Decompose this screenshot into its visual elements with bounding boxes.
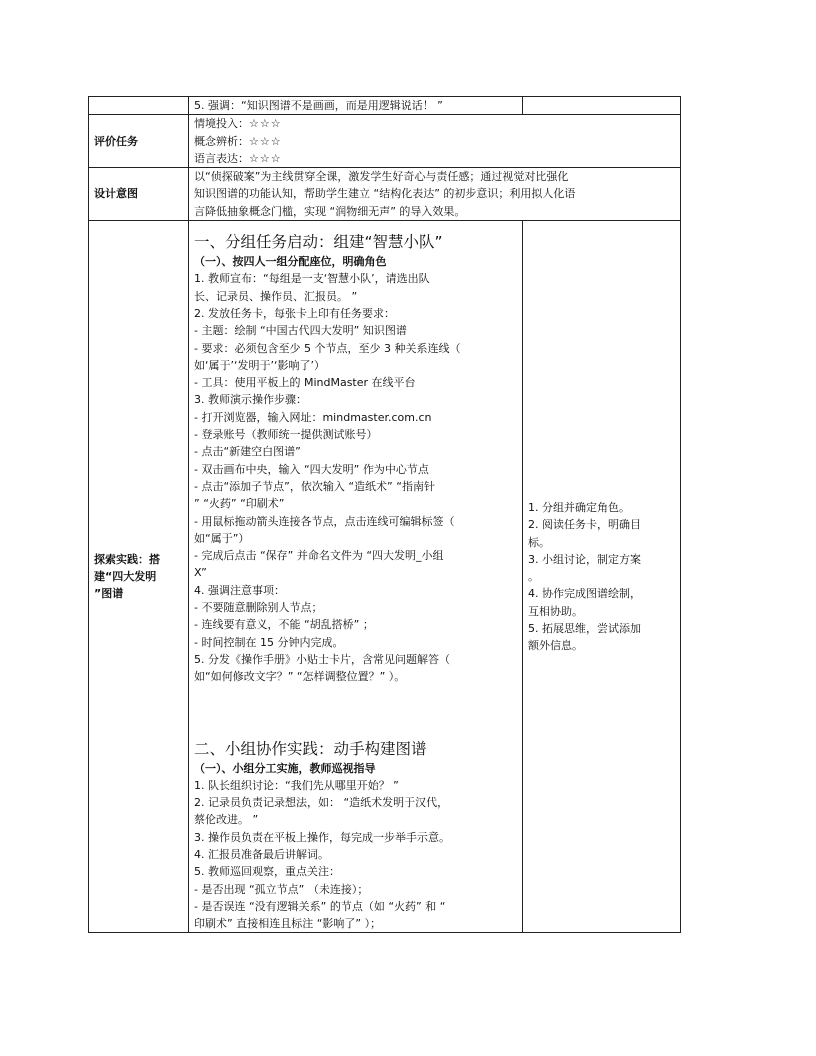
section-title: 二、小组协作实践：动手构建图谱	[194, 739, 427, 758]
evaluation-item-name: 概念辨析：	[194, 134, 249, 148]
spacer	[194, 686, 517, 728]
text-line: 4. 协作完成图谱绘制，	[528, 587, 641, 601]
empty-cell	[89, 97, 189, 115]
text-line: 额外信息。	[528, 639, 583, 653]
text-line: - 打开浏览器，输入网址：mindmaster.com.cn	[194, 410, 432, 424]
student-lines	[528, 499, 675, 655]
evaluation-item	[194, 133, 675, 150]
table-row	[89, 168, 681, 221]
design-label: 设计意图	[89, 168, 189, 221]
text-line: 3. 教师演示操作步骤：	[194, 393, 307, 407]
text-line: 标。	[528, 535, 550, 549]
text-line: 长、记录员、操作员、汇报员。 ”	[194, 289, 358, 303]
text-line: - 工具：使用平板上的 MindMaster 在线平台	[194, 376, 416, 390]
text-line: - 是否出现 “孤立节点” （未连接）；	[194, 882, 369, 896]
explore-label-line: 探索实践：搭	[94, 552, 160, 566]
text-line: 5. 拓展思维，尝试添加	[528, 622, 641, 636]
text-line: 5. 教师巡回观察，重点关注：	[194, 865, 340, 879]
star-rating: ☆☆☆	[249, 151, 282, 165]
text-line: 2. 发放任务卡，每张卡上印有任务要求：	[194, 306, 395, 320]
text-line: - 要求：必须包含至少 5 个节点，至少 3 种关系连线（	[194, 341, 461, 355]
design-line: 以“侦探破案”为主线贯穿全课，激发学生好奇心与责任感；通过视觉对比强化	[194, 170, 569, 184]
text-line: - 点击“新建空白图谱”	[194, 445, 301, 459]
teacher-activity-cell	[189, 221, 523, 933]
text-line: 印刷术” 直接相连且标注 “影响了” ）；	[194, 917, 382, 931]
text-line: 3. 操作员负责在平板上操作，每完成一步举手示意。	[194, 830, 450, 844]
explore-label-line: ”图谱	[94, 587, 124, 601]
text-line: 如‘属于’‘发明于’‘影响了’）	[194, 358, 325, 372]
table-row	[89, 115, 681, 168]
text-line: 5. 分发《操作手册》小贴士卡片，含常见问题解答（	[194, 652, 450, 666]
text-line: - 用鼠标拖动箭头连接各节点，点击连线可编辑标签（	[194, 514, 455, 528]
text-line: ” “火药” “印刷术”	[194, 497, 285, 511]
text-line: - 是否误连 “没有逻辑关系” 的节点（如 “火药” 和 “	[194, 899, 446, 913]
design-line: 知识图谱的功能认知，帮助学生建立 “结构化表达” 的初步意识；利用拟人化语	[194, 187, 576, 201]
star-rating: ☆☆☆	[249, 134, 282, 148]
design-line: 言降低抽象概念门槛，实现 “润物细无声” 的导入效果。	[194, 204, 466, 218]
text-line: - 主题：绘制 “中国古代四大发明” 知识图谱	[194, 324, 407, 338]
evaluation-item-name: 情境投入：	[194, 117, 249, 131]
lesson-plan-table	[88, 96, 681, 933]
section-lines	[194, 777, 517, 933]
text-line: 4. 强调注意事项：	[194, 583, 285, 597]
evaluation-item	[194, 150, 675, 167]
evaluation-item	[194, 115, 675, 132]
teacher-activity-cell	[189, 97, 523, 115]
text-line: - 时间控制在 15 分钟内完成。	[194, 635, 344, 649]
evaluation-label: 评价任务	[89, 115, 189, 168]
student-activity-cell	[523, 221, 681, 933]
text-line: - 登录账号（教师统一提供测试账号）	[194, 428, 378, 442]
text-line: 互相协助。	[528, 604, 583, 618]
text-line: 1. 队长组织讨论：“我们先从哪里开始？ ”	[194, 778, 399, 792]
text-line: 蔡伦改进。 ”	[194, 813, 259, 827]
star-rating: ☆☆☆	[249, 117, 282, 131]
text-line: 4. 汇报员准备最后讲解词。	[194, 847, 329, 861]
text-line: - 不要随意删除别人节点；	[194, 601, 323, 615]
explore-label-line: 建“四大发明	[94, 570, 157, 584]
text-line: 2. 阅读任务卡，明确目	[528, 518, 641, 532]
text-line: - 双击画布中央，输入 “四大发明” 作为中心节点	[194, 462, 429, 476]
text-line: - 点击“添加子节点”，依次输入 “造纸术” “指南针	[194, 479, 435, 493]
text-line: - 完成后点击 “保存” 并命名文件为 “四大发明_小组	[194, 549, 444, 563]
section-title: 一、分组任务启动：组建“智慧小队”	[194, 233, 443, 252]
text-line: 2. 记录员负责记录想法，如： “造纸术发明于汉代，	[194, 796, 449, 810]
text-line: 1. 教师宣布：“每组是一支‘智慧小队’，请选出队	[194, 272, 430, 286]
section-lines	[194, 270, 517, 685]
text-line: X”	[194, 566, 207, 580]
text-line: 3. 小组讨论，制定方案	[528, 552, 641, 566]
emphasis-line: 5. 强调：“知识图谱不是画画，而是用逻辑说话！ ”	[194, 99, 443, 112]
text-line: 如“如何修改文字？” “怎样调整位置？” ）。	[194, 670, 406, 684]
table-row	[89, 221, 681, 933]
design-intent-cell	[189, 168, 681, 221]
section-subtitle: （一）、小组分工实施，教师巡视指导	[194, 761, 376, 775]
evaluation-item-name: 语言表达：	[194, 151, 249, 165]
section-subtitle: （一）、按四人一组分配座位，明确角色	[194, 255, 387, 269]
empty-cell	[523, 97, 681, 115]
text-line: 如“属于”）	[194, 531, 250, 545]
table-row	[89, 97, 681, 115]
text-line: - 连线要有意义，不能 “胡乱搭桥” ；	[194, 618, 374, 632]
explore-label	[89, 221, 189, 933]
text-line: 。	[528, 570, 539, 584]
evaluation-cell	[189, 115, 681, 168]
text-line: 1. 分组并确定角色。	[528, 500, 630, 514]
